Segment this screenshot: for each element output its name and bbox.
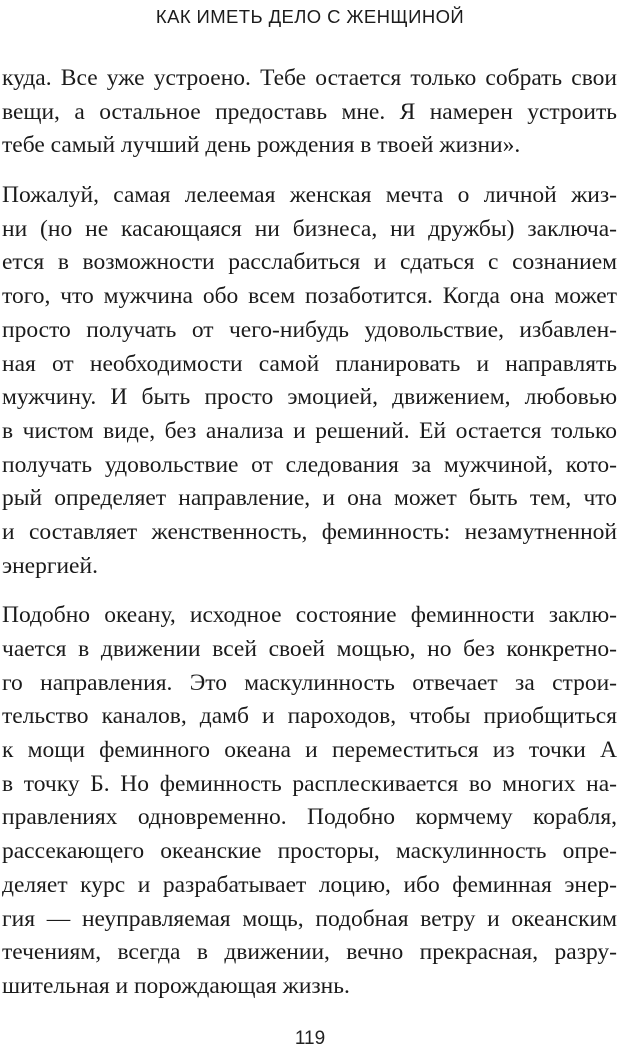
text-line: получать удовольствие от следования за мужчиной, кото- <box>2 451 617 478</box>
text-line: тебе самый лучший день рождения в твоей жизни». <box>2 132 521 159</box>
text-line: того, что мужчина обо всем позаботится. Когда она может <box>2 283 617 310</box>
text-line: го направления. Это маскулинность отвечает за строи- <box>2 669 617 696</box>
text-line: мужчину. И быть просто эмоцией, движением, любовью <box>2 384 617 411</box>
text-line: просто получать от чего-нибудь удовольствие, избавлен- <box>2 316 617 343</box>
text-line: рассекающего океанские просторы, маскулинность опре- <box>2 838 617 865</box>
text-line: гия — неуправляемая мощь, подобная ветру и океанским <box>2 905 617 932</box>
running-header: КАК ИМЕТЬ ДЕЛО С ЖЕНЩИНОЙ <box>155 6 465 27</box>
paragraph <box>2 599 617 1003</box>
text-line: чается в движении всей своей мощью, но без конкретно- <box>2 636 617 662</box>
page-number: 119 <box>294 1028 326 1049</box>
text-line: к мощи феминного океана и переместиться из точки А <box>2 737 617 764</box>
text-line: правлениях одновременно. Подобно кормчему корабля, <box>2 804 617 831</box>
text-line: энергией. <box>2 552 98 579</box>
paragraph <box>2 179 617 583</box>
text-line: вещи, а остальное предоставь мне. Я намерен устроить <box>2 98 617 125</box>
text-line: рый определяет направление, и она может быть тем, что <box>2 485 617 512</box>
body-text <box>2 62 617 1004</box>
text-line: деляет курс и разрабатывает лоцию, ибо феминная энер- <box>2 871 617 898</box>
paragraph <box>2 62 617 163</box>
text-line: тельство каналов, дамб и пароходов, чтобы приобщиться <box>2 703 617 730</box>
text-line: ни (но не касающаяся ни бизнеса, ни дружбы) заключа- <box>2 215 617 242</box>
text-line: куда. Все уже устроено. Тебе остается только собрать свои <box>2 65 617 91</box>
text-line: ется в возможности расслабиться и сдаться с сознанием <box>2 249 617 276</box>
text-line: и составляет женственность, феминность: незамутненной <box>2 518 617 545</box>
text-line: в точку Б. Но феминность расплескивается во многих на- <box>2 770 617 797</box>
text-line: в чистом виде, без анализа и решений. Ей остается только <box>2 417 617 444</box>
text-line: Подобно океану, исходное состояние феминности заклю- <box>2 602 617 629</box>
text-line: шительная и порождающая жизнь. <box>2 972 350 999</box>
text-line: течениям, всегда в движении, вечно прекрасная, разру- <box>2 939 617 966</box>
text-line: Пожалуй, самая лелеемая женская мечта о личной жиз- <box>2 182 617 209</box>
text-line: ная от необходимости самой планировать и направлять <box>2 350 617 377</box>
